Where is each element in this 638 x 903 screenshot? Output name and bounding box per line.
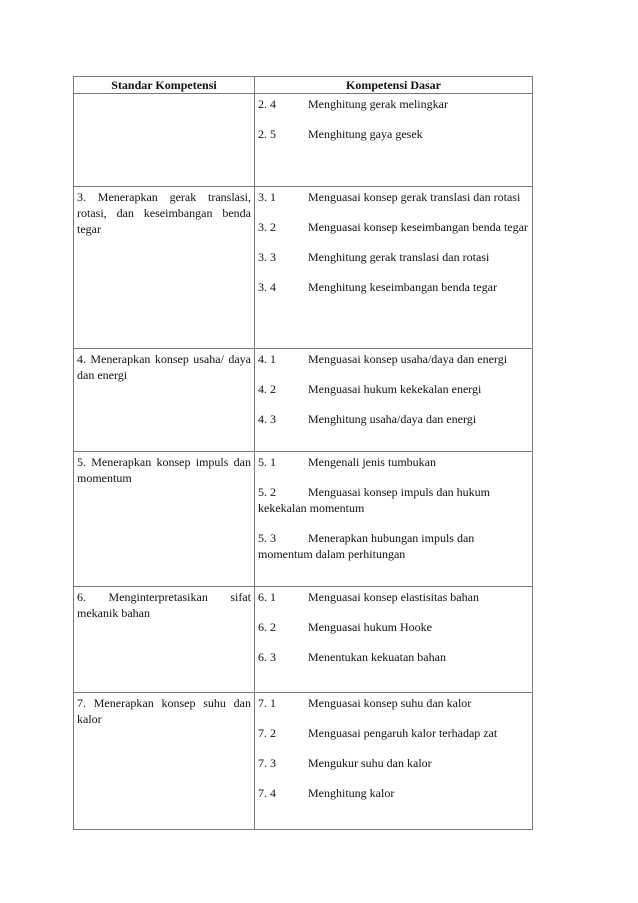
- kompetensi-cell: [255, 187, 533, 349]
- standar-text: [74, 94, 254, 96]
- kd-text: Menguasai konsep impuls dan hukum kekekalan momentum: [258, 485, 490, 515]
- list-item: [258, 530, 529, 562]
- table-row: [74, 349, 533, 452]
- table-row: [74, 94, 533, 187]
- list-item: [258, 649, 529, 665]
- kd-number: 4. 1: [258, 352, 276, 366]
- kd-number: 4. 3: [258, 412, 276, 426]
- kompetensi-cell: [255, 94, 533, 187]
- list-item: [258, 755, 529, 771]
- list-item: [258, 249, 529, 265]
- kd-text: Menghitung kalor: [308, 786, 395, 800]
- list-item: [258, 785, 529, 801]
- standar-text: 4. Menerapkan konsep usaha/ daya dan energi: [77, 352, 251, 382]
- kd-number: 5. 3: [258, 531, 276, 545]
- kd-text: Mengenali jenis tumbukan: [308, 455, 436, 469]
- standar-cell: [74, 94, 255, 187]
- kd-text: Menghitung gerak melingkar: [308, 97, 448, 111]
- kd-number: 6. 2: [258, 620, 276, 634]
- kd-number: 7. 3: [258, 756, 276, 770]
- list-item: [258, 381, 529, 397]
- list-item: [258, 189, 529, 205]
- kd-text: Mengukur suhu dan kalor: [308, 756, 432, 770]
- kd-text: Menghitung gerak translasi dan rotasi: [308, 250, 490, 264]
- list-item: [258, 219, 529, 235]
- list-item: [258, 589, 529, 605]
- kd-text: Menerapkan hubungan impuls dan momentum dalam perhitungan: [258, 531, 475, 561]
- standar-text: 6. Menginterpretasikan sifat mekanik bahan: [77, 590, 251, 620]
- kd-number: 7. 2: [258, 726, 276, 740]
- list-item: [258, 126, 529, 142]
- kd-text: Menguasai konsep usaha/daya dan energi: [308, 352, 508, 366]
- kd-number: 5. 2: [258, 485, 276, 499]
- kd-text: Menghitung keseimbangan benda tegar: [308, 280, 497, 294]
- list-item: [258, 454, 529, 470]
- kd-number: 3. 3: [258, 250, 276, 264]
- kd-number: 2. 5: [258, 127, 276, 141]
- kd-number: 6. 1: [258, 590, 276, 604]
- table-row: [74, 587, 533, 693]
- kd-text: Menguasai konsep gerak translasi dan rotasi: [308, 190, 521, 204]
- table-row: [74, 452, 533, 587]
- table-header-row: [74, 77, 533, 94]
- kd-number: 3. 1: [258, 190, 276, 204]
- kd-text: Menguasai konsep suhu dan kalor: [308, 696, 472, 710]
- standar-cell: [74, 587, 255, 693]
- kompetensi-cell: [255, 587, 533, 693]
- kd-number: 3. 2: [258, 220, 276, 234]
- kd-text: Menguasai pengaruh kalor terhadap zat: [308, 726, 498, 740]
- kd-number: 2. 4: [258, 97, 276, 111]
- list-item: [258, 725, 529, 741]
- standar-cell: [74, 349, 255, 452]
- kompetensi-cell: [255, 452, 533, 587]
- list-item: [258, 484, 529, 516]
- list-item: [258, 619, 529, 635]
- list-item: [258, 695, 529, 711]
- kd-number: 3. 4: [258, 280, 276, 294]
- list-item: [258, 279, 529, 295]
- header-standar-kompetensi: Standar Kompetensi: [74, 77, 255, 94]
- standar-text: 3. Menerapkan gerak translasi, rotasi, dan keseimbangan benda tegar: [77, 190, 251, 236]
- kompetensi-cell: [255, 693, 533, 830]
- kd-number: 6. 3: [258, 650, 276, 664]
- kd-number: 7. 1: [258, 696, 276, 710]
- list-item: [258, 96, 529, 112]
- standar-cell: [74, 452, 255, 587]
- kd-text: Menguasai konsep keseimbangan benda tegar: [308, 220, 528, 234]
- kd-number: 5. 1: [258, 455, 276, 469]
- list-item: [258, 351, 529, 367]
- table-row: [74, 187, 533, 349]
- list-item: [258, 411, 529, 427]
- standar-cell: [74, 187, 255, 349]
- kompetensi-cell: [255, 349, 533, 452]
- kd-text: Menguasai konsep elastisitas bahan: [308, 590, 479, 604]
- kd-text: Menentukan kekuatan bahan: [308, 650, 446, 664]
- kd-text: Menguasai hukum Hooke: [308, 620, 432, 634]
- kd-text: Menghitung gaya gesek: [308, 127, 423, 141]
- header-kompetensi-dasar: Kompetensi Dasar: [255, 77, 533, 94]
- table-row: [74, 693, 533, 830]
- standar-text: 5. Menerapkan konsep impuls dan momentum: [77, 455, 251, 485]
- competency-table: [73, 76, 533, 830]
- standar-text: 7. Menerapkan konsep suhu dan kalor: [77, 696, 251, 726]
- standar-cell: [74, 693, 255, 830]
- kd-number: 4. 2: [258, 382, 276, 396]
- kd-number: 7. 4: [258, 786, 276, 800]
- kd-text: Menguasai hukum kekekalan energi: [308, 382, 482, 396]
- kd-text: Menghitung usaha/daya dan energi: [308, 412, 477, 426]
